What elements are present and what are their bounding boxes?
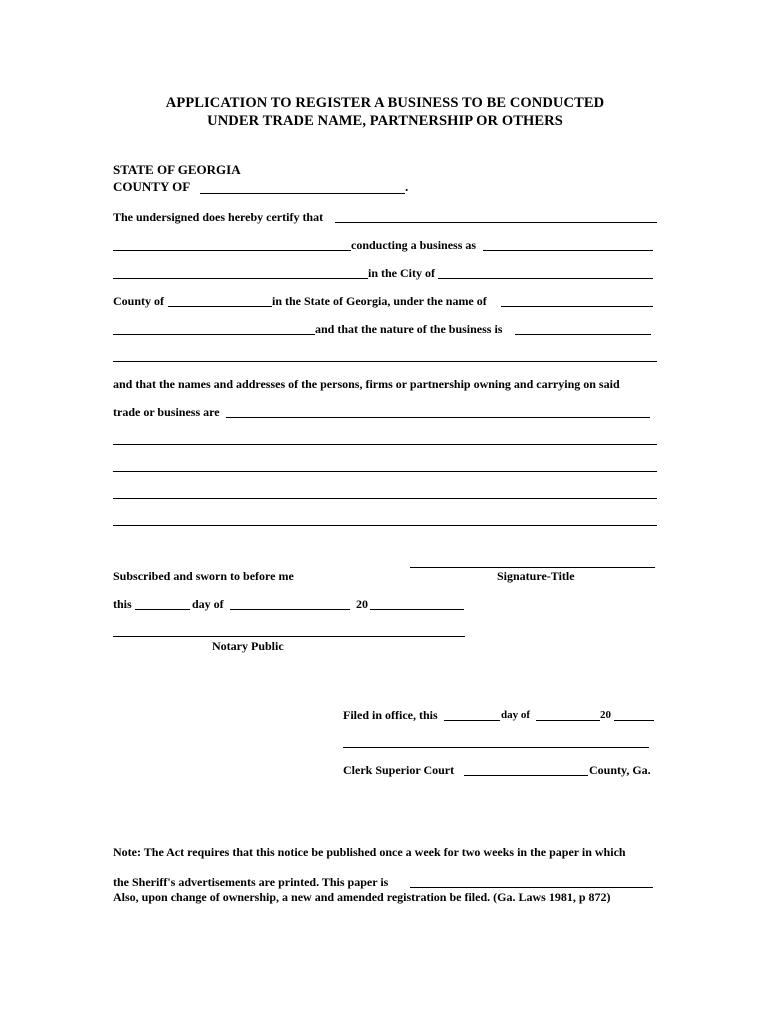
nature-continued-field[interactable] [113,349,657,363]
certify-name-field[interactable] [335,210,657,224]
business-as-field[interactable] [483,238,653,252]
owners-line-field[interactable] [113,486,657,500]
owners-line-field[interactable] [113,513,657,527]
notary-public-label: Notary Public [212,639,284,653]
sworn-year-field[interactable] [370,597,464,611]
county-of-field[interactable] [200,181,405,195]
signature-title-label: Signature-Title [497,569,575,583]
filed-day-of-label: day of [501,709,531,721]
notary-signature-field[interactable] [113,624,465,638]
county-period: . [405,179,409,194]
this-label: this [113,597,132,611]
sworn-label: Subscribed and sworn to before me [113,569,294,583]
note-line3: Also, upon change of ownership, a new and amended registration be filed. (Ga. Laws 1981, p 872) [113,890,611,904]
filed-month-field[interactable] [536,708,600,722]
trade-name-field[interactable] [501,294,653,308]
clerk-county-field[interactable] [464,763,588,777]
city-label: in the City of [368,266,435,280]
note-line2: the Sheriff's advertisements are printed. This paper is [113,875,389,889]
filed-label: Filed in office, this [343,708,438,722]
county-field[interactable] [168,294,272,308]
city-field[interactable] [438,266,653,280]
owners-text-line1: and that the names and addresses of the persons, firms or partnership owning and carrying on said [113,377,620,391]
applicant-name-field[interactable] [113,238,351,252]
address-field[interactable] [113,266,368,280]
owners-text-line2: trade or business are [113,405,220,419]
owners-line-field[interactable] [113,459,657,473]
county-of-label: COUNTY OF [113,179,191,194]
year-prefix-label: 20 [356,597,368,611]
filed-year-prefix: 20 [600,709,611,721]
newspaper-field[interactable] [410,875,653,889]
day-of-label: day of [192,597,224,611]
form-title-line1: APPLICATION TO REGISTER A BUSINESS TO BE CONDUCTED [165,95,605,111]
county-ga-label: County, Ga. [589,763,651,777]
nature-label: and that the nature of the business is [315,322,503,336]
nature-field[interactable] [515,322,651,336]
form-title-line2: UNDER TRADE NAME, PARTNERSHIP OR OTHERS [207,113,563,129]
note-line1: Note: The Act requires that this notice be published once a week for two weeks in the paper in which [113,845,626,859]
state-name-label: in the State of Georgia, under the name of [272,294,487,308]
county-label: County of [113,294,165,308]
signature-field[interactable] [410,555,655,569]
clerk-label: Clerk Superior Court [343,763,455,777]
filed-year-field[interactable] [614,708,654,722]
clerk-signature-field[interactable] [343,735,649,749]
sworn-day-field[interactable] [135,597,190,611]
trade-name-continued-field[interactable] [113,322,315,336]
sworn-month-field[interactable] [230,597,350,611]
conducting-label: conducting a business as [351,238,477,252]
state-label: STATE OF GEORGIA [113,162,241,177]
owners-line-field[interactable] [113,432,657,446]
certify-label: The undersigned does hereby certify that [113,210,324,224]
owners-field[interactable] [226,405,650,419]
filed-day-field[interactable] [444,708,500,722]
